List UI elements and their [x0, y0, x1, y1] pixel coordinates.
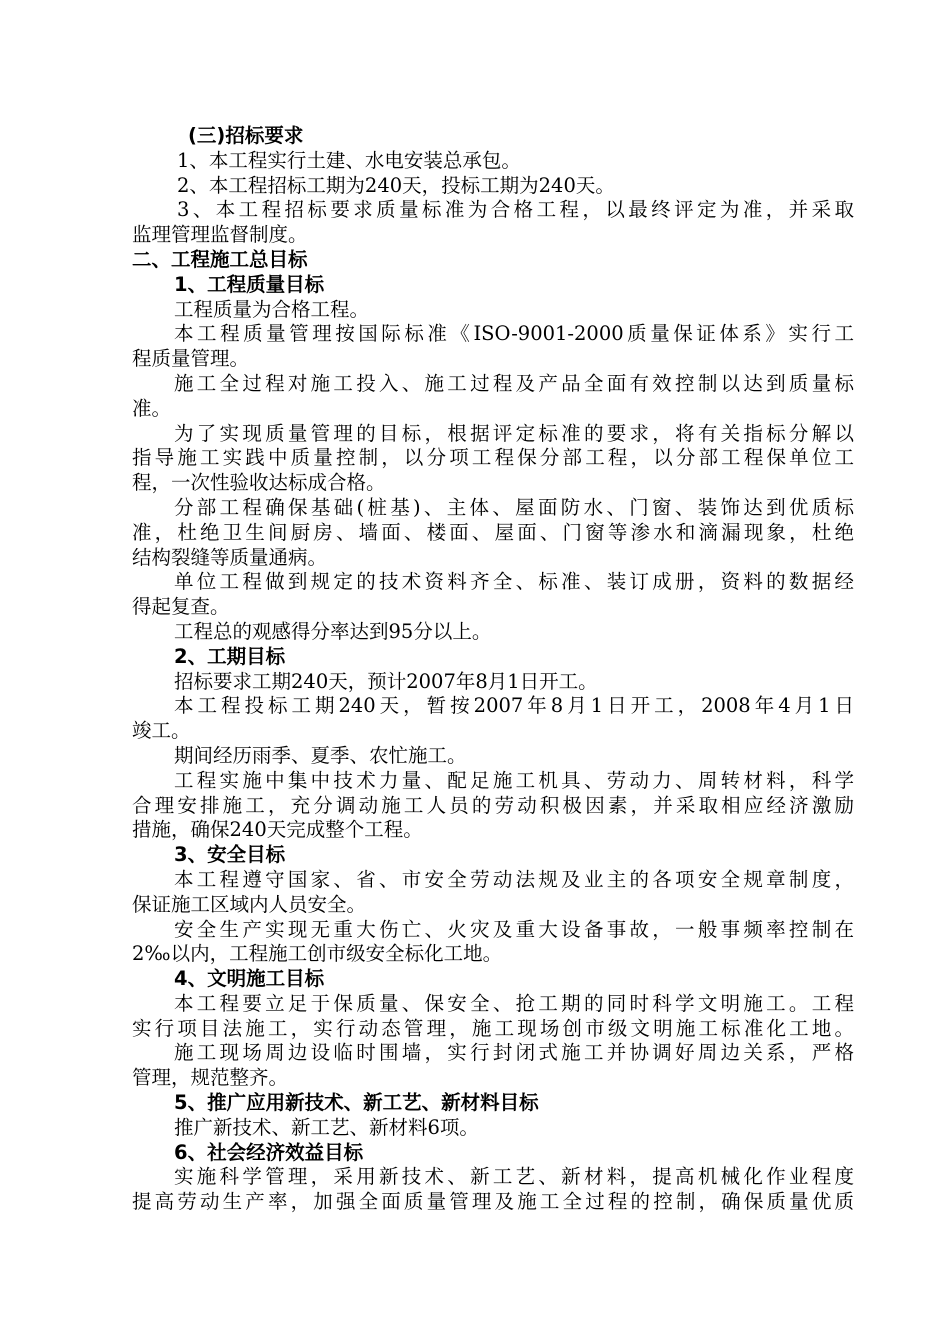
- subheading-new-technology: 5、推广应用新技术、新工艺、新材料目标: [174, 1091, 539, 1115]
- text-line: 本工程质量管理按国际标准《ISO-9001-2000质量保证体系》实行工: [174, 322, 854, 346]
- text-line: 提高劳动生产率，加强全面质量管理及施工全过程的控制，确保质量优质: [132, 1190, 854, 1214]
- text-line: 为了实现质量管理的目标，根据评定标准的要求，将有关指标分解以: [174, 421, 854, 445]
- text-line: 本工程投标工期240天，暂按2007年8月1日开工，2008年4月1日: [174, 694, 854, 718]
- text-line: 分部工程确保基础(桩基)、主体、屋面防水、门窗、装饰达到优质标: [174, 495, 854, 519]
- text-line: 指导施工实践中质量控制，以分项工程保分部工程，以分部工程保单位工: [132, 446, 854, 470]
- text-line: 本工程要立足于保质量、保安全、抢工期的同时科学文明施工。工程: [174, 991, 854, 1015]
- text-line: 施工现场周边设临时围墙，实行封闭式施工并协调好周边关系，严格: [174, 1041, 854, 1065]
- subheading-quality: 1、工程质量目标: [174, 272, 325, 296]
- subheading-civilized-construction: 4、文明施工目标: [174, 967, 325, 991]
- subheading-safety: 3、安全目标: [174, 843, 286, 867]
- text-line: 竣工。: [132, 719, 191, 743]
- text-line: 工程质量为合格工程。: [174, 297, 370, 321]
- subheading-social-economic-benefit: 6、社会经济效益目标: [174, 1140, 364, 1164]
- text-line: 2、本工程招标工期为240天，投标工期为240天。: [177, 173, 615, 197]
- text-line: 管理，规范整齐。: [132, 1066, 289, 1090]
- text-line: 程，一次性验收达标成合格。: [132, 471, 386, 495]
- text-line: 施工全过程对施工投入、施工过程及产品全面有效控制以达到质量标: [174, 371, 854, 395]
- text-line: 期间经历雨季、夏季、农忙施工。: [174, 743, 467, 767]
- text-line: 结构裂缝等质量通病。: [132, 545, 328, 569]
- text-line: 措施，确保240天完成整个工程。: [132, 818, 423, 842]
- text-line: 招标要求工期240天，预计2007年8月1日开工。: [174, 669, 598, 693]
- chapter-heading-overall-goals: 二、工程施工总目标: [132, 247, 308, 271]
- text-line: 推广新技术、新工艺、新材料6项。: [174, 1115, 479, 1139]
- section-heading-tender-requirements: (三)招标要求: [188, 124, 304, 147]
- text-line: 1、本工程实行土建、水电安装总承包。: [177, 148, 521, 172]
- text-line: 工程实施中集中技术力量、配足施工机具、劳动力、周转材料，科学: [174, 768, 854, 792]
- text-line: 本工程遵守国家、省、市安全劳动法规及业主的各项安全规章制度，: [174, 867, 854, 891]
- subheading-schedule: 2、工期目标: [174, 644, 286, 668]
- document-body: [132, 124, 854, 1215]
- text-line: 准。: [132, 396, 172, 420]
- text-line: 监理管理监督制度。: [132, 223, 308, 247]
- text-line: 保证施工区域内人员安全。: [132, 892, 367, 916]
- text-line: 得起复查。: [132, 595, 230, 619]
- text-line: 准，杜绝卫生间厨房、墙面、楼面、屋面、门窗等渗水和滴漏现象，杜绝: [132, 520, 854, 544]
- text-line: 程质量管理。: [132, 347, 250, 371]
- text-line: 单位工程做到规定的技术资料齐全、标准、装订成册，资料的数据经: [174, 570, 854, 594]
- text-line: 3、本工程招标要求质量标准为合格工程，以最终评定为准，并采取: [177, 198, 854, 222]
- text-line: 实施科学管理，采用新技术、新工艺、新材料，提高机械化作业程度: [174, 1165, 854, 1189]
- text-line: 安全生产实现无重大伤亡、火灾及重大设备事故，一般事频率控制在: [174, 917, 854, 941]
- text-line: 合理安排施工，充分调动施工人员的劳动积极因素，并采取相应经济激励: [132, 793, 854, 817]
- text-line: 2‰以内，工程施工创市级安全标化工地。: [132, 942, 503, 966]
- text-line: 实行项目法施工，实行动态管理，施工现场创市级文明施工标准化工地。: [132, 1016, 854, 1040]
- text-line: 工程总的观感得分率达到95分以上。: [174, 619, 492, 643]
